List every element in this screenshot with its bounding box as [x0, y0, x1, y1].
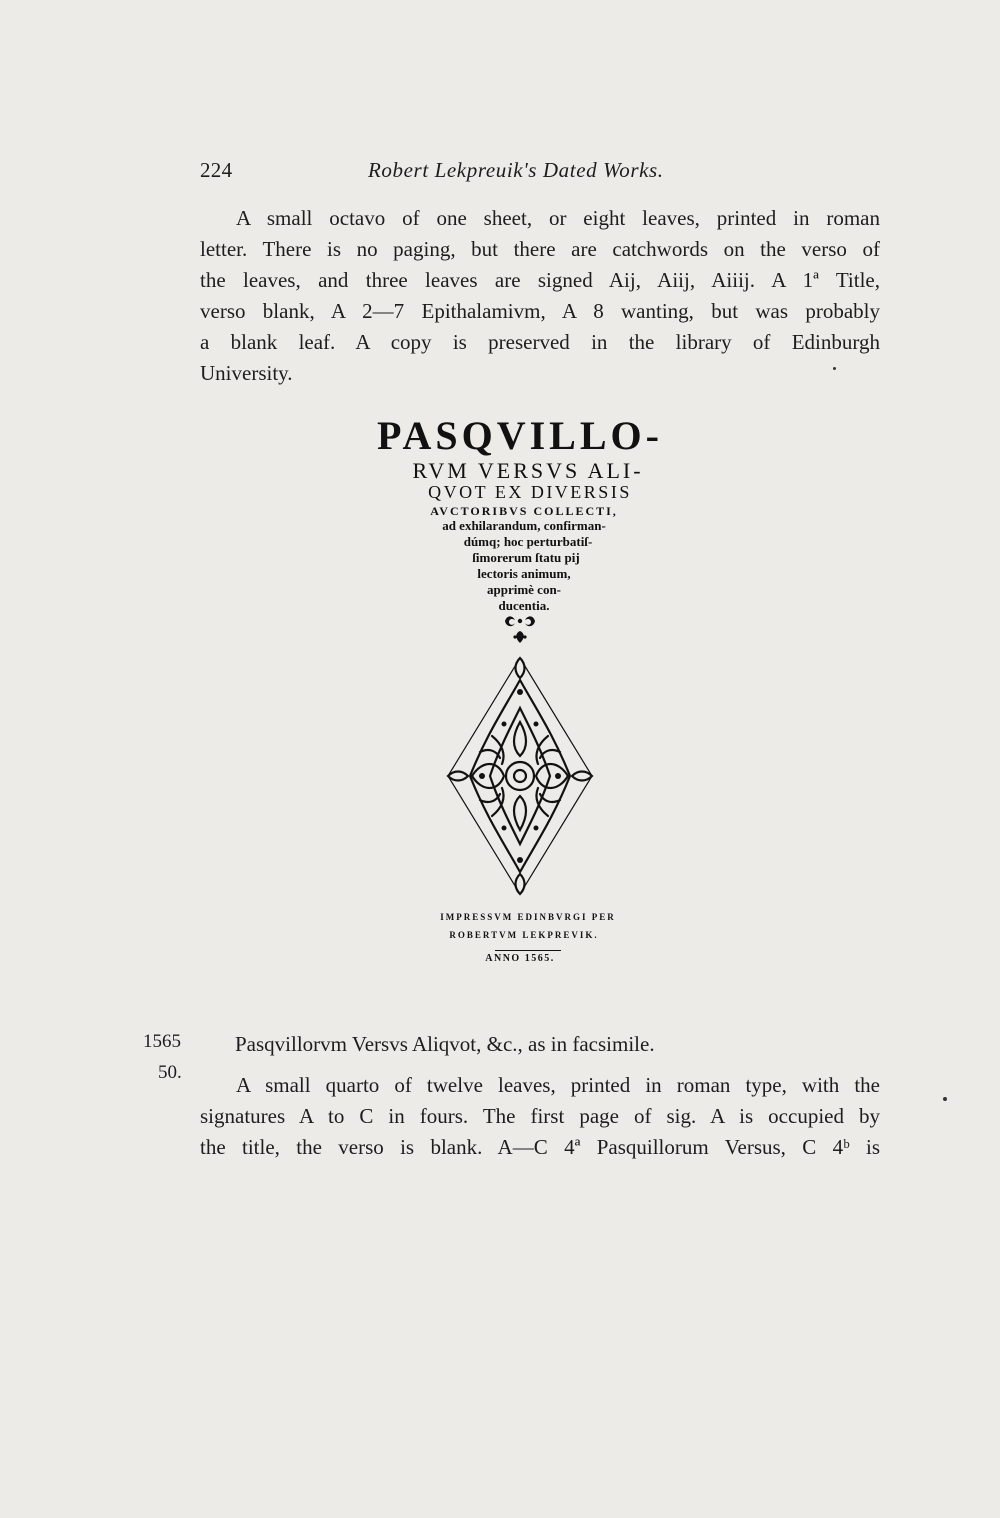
entry-number: 50. — [158, 1062, 182, 1083]
facsimile-title-line: AVCTORIBVS COLLECTI, — [430, 504, 618, 518]
facsimile-imprint-line: ROBERTVM LEKPREVIK. — [449, 930, 599, 940]
running-title: Robert Lekpreuik's Dated Works. — [368, 158, 664, 182]
paragraph-line: a blank leaf. A copy is preserved in the library of Edinburgh — [200, 330, 880, 354]
paper-speck — [833, 367, 836, 370]
entry-paragraph — [200, 1070, 880, 1163]
entry-title: Pasqvillorvm Versvs Aliqvot, &c., as in facsimile. — [235, 1032, 655, 1056]
page-number: 224 — [200, 158, 233, 182]
facsimile-imprint-line: IMPRESSVM EDINBVRGI PER — [440, 912, 616, 922]
entry-year: 1565 — [143, 1031, 181, 1052]
facsimile-title-line: ſimorerum ſtatu pij — [472, 550, 580, 565]
paragraph-line: the leaves, and three leaves are signed Aij, Aiij, Aiiij. A 1ª Title, — [200, 268, 880, 292]
facsimile-title-line: QVOT EX DIVERSIS — [428, 482, 632, 502]
paragraph-line: the title, the verso is blank. A—C 4ª Pasquillorum Versus, C 4ᵇ is — [200, 1135, 880, 1159]
intro-paragraph — [200, 203, 880, 389]
fleuron-icon — [512, 630, 528, 644]
paragraph-line: University. — [200, 361, 293, 385]
paragraph-line: A small octavo of one sheet, or eight leaves, printed in roman — [236, 206, 880, 230]
facsimile-title-line: RVM VERSVS ALI- — [412, 458, 644, 483]
facsimile-title-line: ad exhilarandum, confirman- — [442, 518, 606, 533]
title-page-facsimile — [320, 412, 720, 992]
paragraph-line: letter. There is no paging, but there are catchwords on the verso of — [200, 237, 880, 261]
facsimile-title-line: ducentia. — [498, 598, 550, 613]
facsimile-title-line: apprimè con- — [486, 582, 562, 597]
facsimile-title-line: dúmq; hoc perturbatiſ- — [463, 534, 593, 549]
imprint-rule — [495, 950, 561, 951]
facsimile-title-line: lectoris animum, — [477, 566, 571, 581]
facsimile-title-line: PASQVILLO- — [377, 413, 663, 458]
fleuron-icon — [503, 614, 537, 628]
paragraph-line: A small quarto of twelve leaves, printed in roman type, with the — [236, 1073, 880, 1097]
diamond-arabesque-ornament-icon — [442, 652, 598, 900]
paragraph-line: verso blank, A 2—7 Epithalamivm, A 8 wanting, but was probably — [200, 299, 880, 323]
facsimile-imprint-line: ANNO 1565. — [485, 953, 555, 964]
paragraph-line: signatures A to C in fours. The first page of sig. A is occupied by — [200, 1104, 880, 1128]
paper-speck — [943, 1097, 947, 1101]
